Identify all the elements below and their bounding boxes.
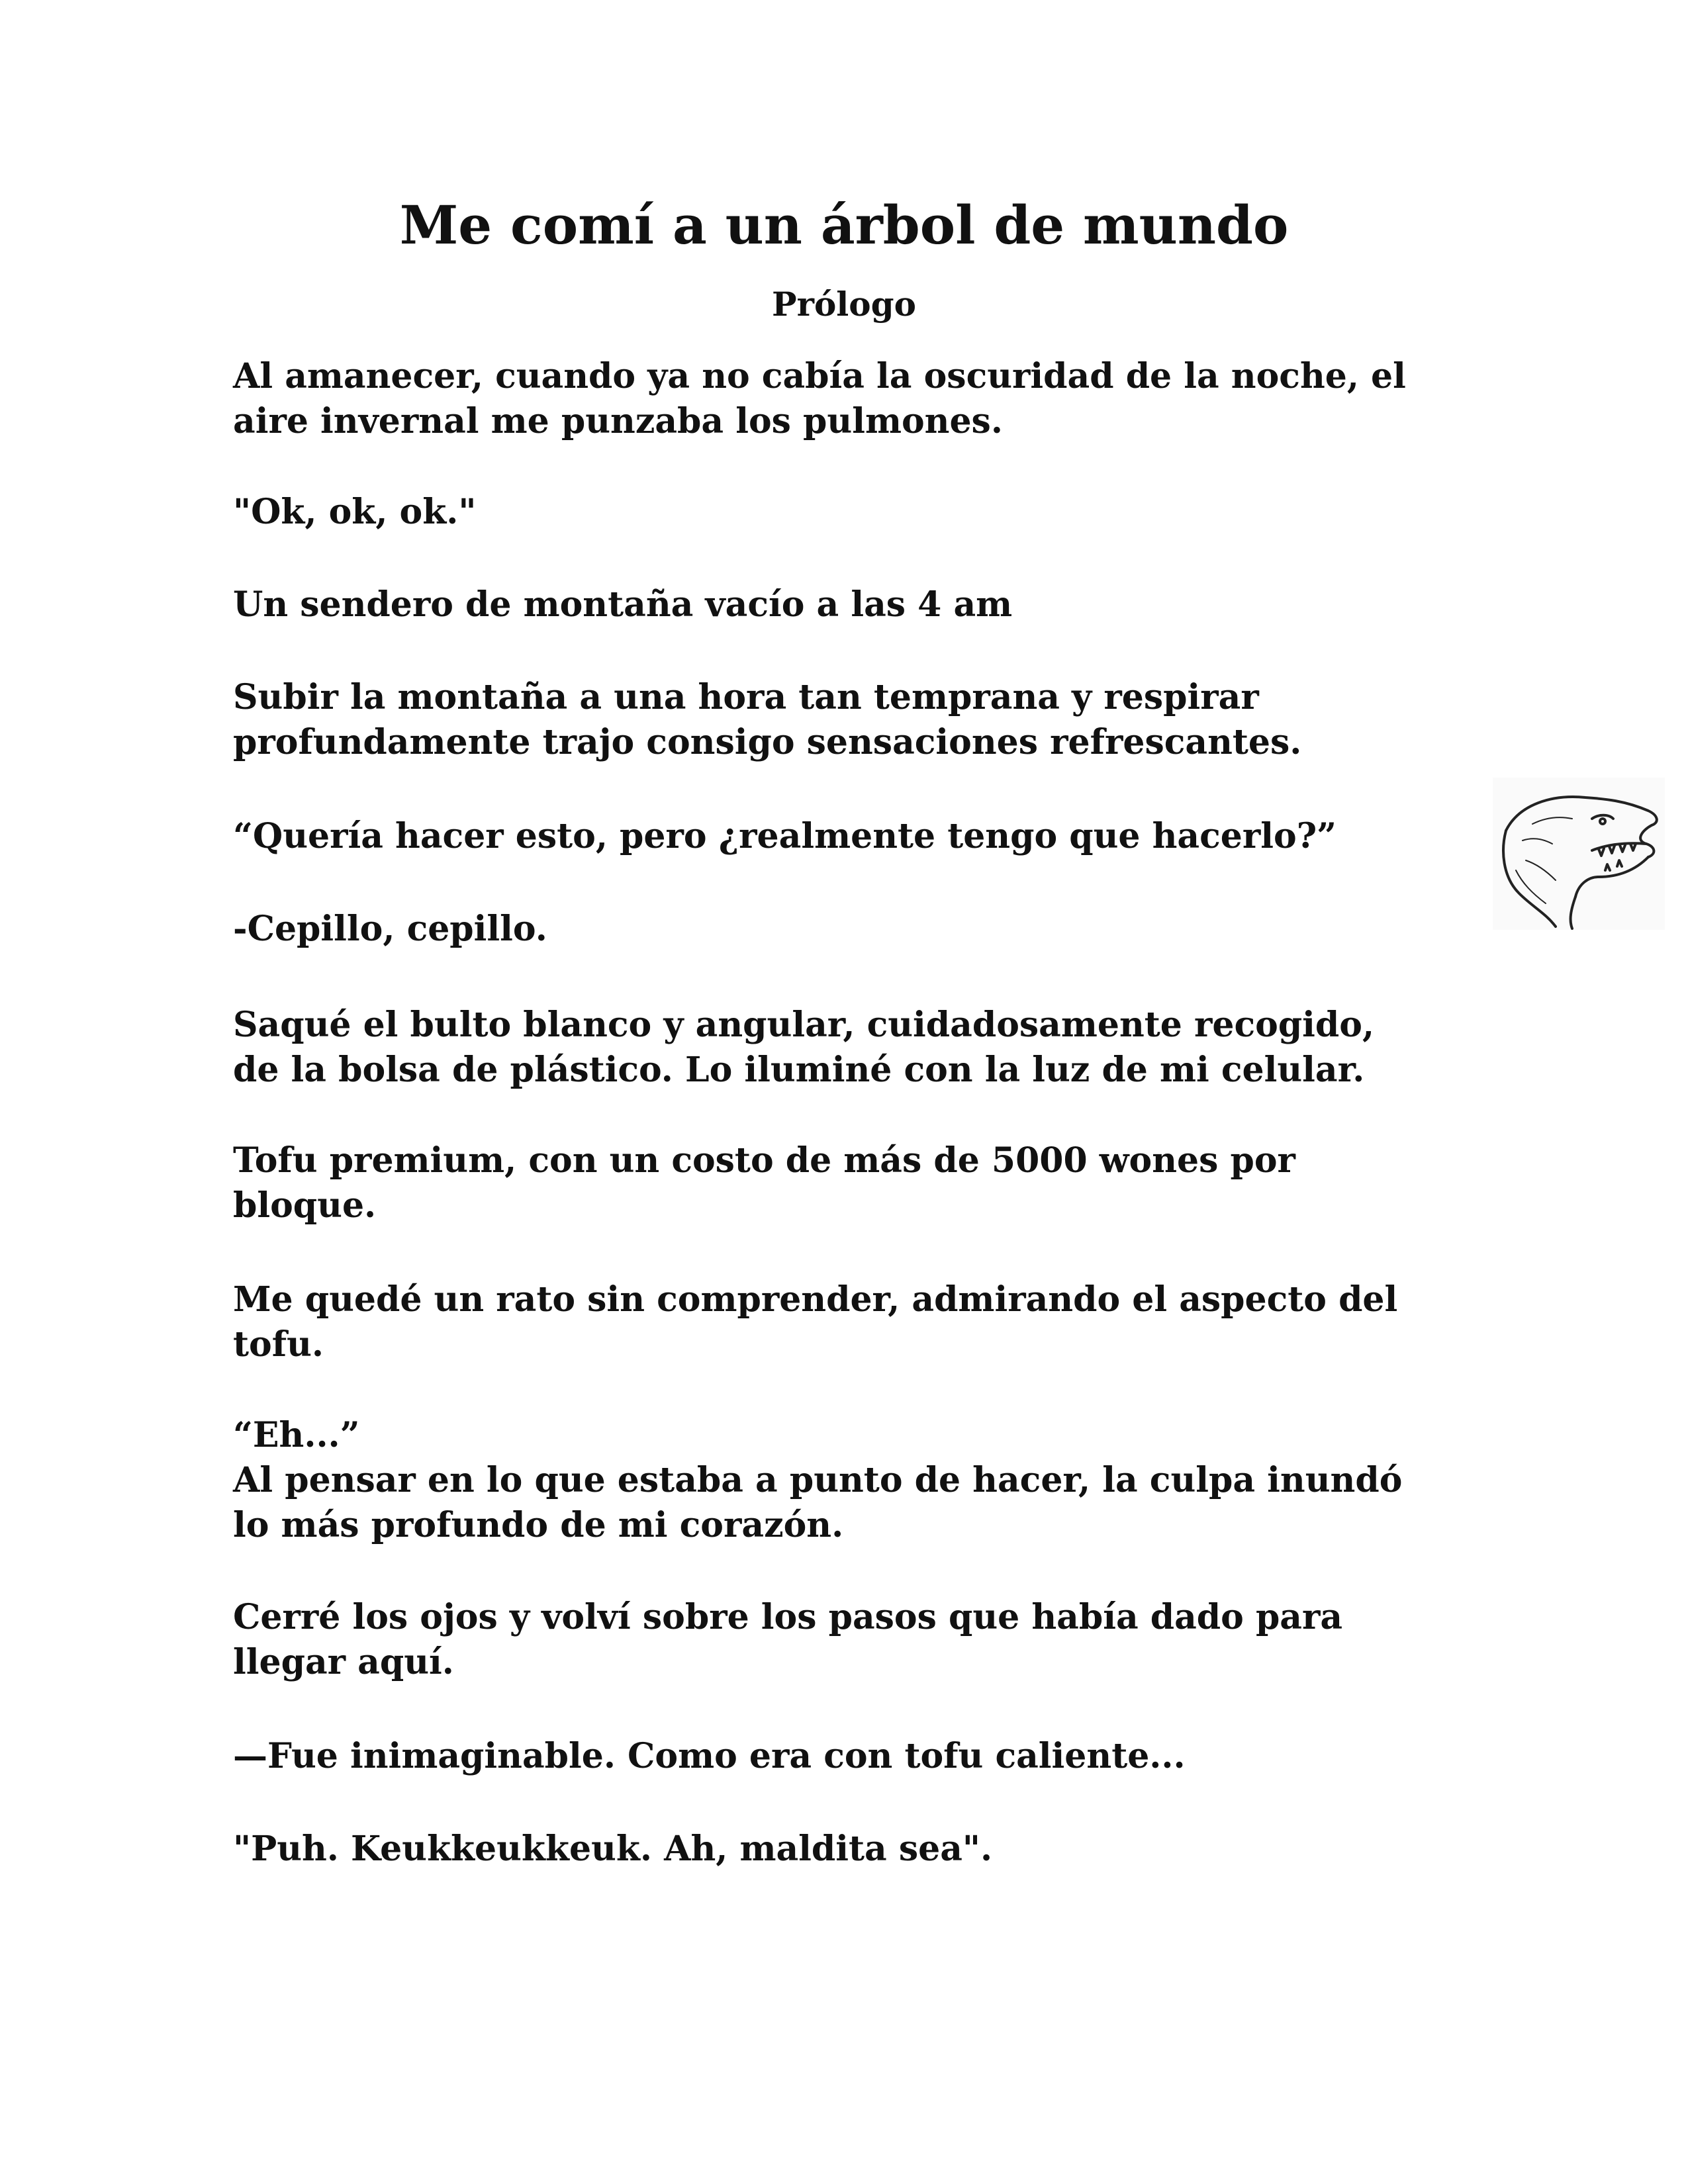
paragraph-10: “Eh...” Al pensar en lo que estaba a punto de hacer, la culpa inundó lo más profundo de mi corazón.	[233, 1415, 1403, 1545]
paragraph-7: Saqué el bulto blanco y angular, cuidadosamente recogido, de la bolsa de plástico. Lo iluminé con la luz de mi celular.	[233, 1005, 1375, 1090]
paragraph-9: Me quedé un rato sin comprender, admirando el aspecto del tofu.	[233, 1279, 1398, 1365]
paragraph-4: Subir la montaña a una hora tan temprana y respirar profundamente trajo consigo sensaciones refrescantes.	[233, 677, 1302, 762]
paragraph-13: "Puh. Keukkeukkeuk. Ah, maldita sea".	[233, 1829, 993, 1869]
paragraph-2: "Ok, ok, ok."	[233, 492, 477, 532]
paragraph-11: Cerré los ojos y volví sobre los pasos que había dado para llegar aquí.	[233, 1597, 1343, 1682]
paragraph-8: Tofu premium, con un costo de más de 5000 wones por bloque.	[233, 1140, 1295, 1226]
paragraph-12: —Fue inimaginable. Como era con tofu caliente...	[233, 1736, 1186, 1776]
paragraph-6: -Cepillo, cepillo.	[233, 909, 547, 949]
dinosaur-sketch-icon	[1493, 778, 1665, 930]
chapter-heading: Prólogo	[772, 285, 916, 324]
document-title: Me comí a un árbol de mundo	[399, 194, 1289, 256]
paragraph-3: Un sendero de montaña vacío a las 4 am	[233, 584, 1013, 625]
paragraph-1: Al amanecer, cuando ya no cabía la oscuridad de la noche, el aire invernal me punzaba los pulmones.	[233, 356, 1406, 441]
paragraph-5: “Quería hacer esto, pero ¿realmente tengo que hacerlo?”	[233, 816, 1337, 856]
